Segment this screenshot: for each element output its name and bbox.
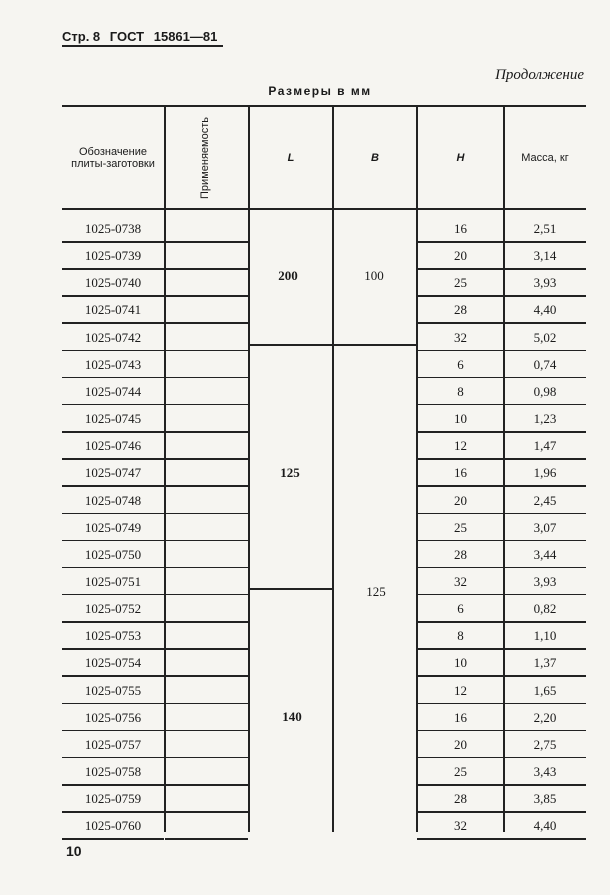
- header-B: B: [371, 152, 379, 164]
- table-row-code: 1025-0758: [84, 764, 142, 779]
- table-row-H: 28: [454, 546, 467, 562]
- row-rule: [504, 838, 586, 840]
- page-label: Стр. 8: [62, 29, 101, 44]
- table-row-H: 28: [454, 302, 467, 318]
- row-rule: [165, 621, 248, 623]
- table-row-code: 1025-0751: [84, 573, 142, 589]
- table-row-H: 16: [454, 221, 467, 236]
- table-row-mass: 1,10: [533, 628, 557, 644]
- header-designation: Обозначение плиты-заготовки: [71, 146, 155, 170]
- B-value-group2: 125: [366, 584, 386, 599]
- table-row-H: 28: [454, 791, 467, 807]
- table-row-H: 12: [454, 682, 467, 698]
- table-row-code: 1025-0742: [84, 329, 142, 345]
- table-row-mass: 0,82: [533, 601, 557, 617]
- table-row-mass: 2,51: [533, 221, 557, 236]
- page-number: 10: [66, 843, 82, 859]
- table-row-H: 32: [454, 818, 467, 834]
- row-rule: [165, 485, 248, 487]
- table-row-mass: 3,85: [533, 791, 557, 807]
- standard-number: 15861—81: [153, 29, 218, 44]
- table-row-mass: 2,20: [533, 709, 557, 725]
- table-row-H: 6: [457, 356, 464, 372]
- table-row-code: 1025-0760: [84, 818, 142, 834]
- B-value-group1: 100: [364, 268, 384, 283]
- L-group-separator: [249, 588, 333, 590]
- row-rule: [165, 675, 248, 677]
- col-divider-3: [332, 106, 334, 832]
- table-row-mass: 1,37: [533, 655, 557, 671]
- table-row-H: 12: [454, 438, 467, 454]
- table-row-H: 8: [457, 383, 464, 399]
- header-mass: Масса, кг: [521, 152, 569, 164]
- row-rule: [165, 350, 248, 352]
- table-row-code: 1025-0756: [84, 709, 142, 725]
- row-rule: [165, 567, 248, 569]
- table-row-mass: 3,43: [533, 764, 557, 779]
- table-row-H: 16: [454, 465, 467, 481]
- table-row-mass: 3,93: [533, 573, 557, 589]
- table-row-code: 1025-0740: [84, 275, 142, 291]
- row-rule: [165, 241, 248, 243]
- table-row-mass: 0,98: [533, 383, 557, 399]
- table-row-H: 20: [454, 248, 467, 264]
- L-B-group-separator: [249, 344, 416, 346]
- dimensions-caption: Размеры в мм: [268, 84, 372, 98]
- row-rule: [165, 431, 248, 433]
- table-row-code: 1025-0749: [84, 519, 142, 535]
- table-row-mass: 3,44: [533, 546, 557, 562]
- table-row-code: 1025-0747: [84, 465, 142, 481]
- row-rule: [165, 757, 248, 759]
- table-row-mass: 1,23: [533, 411, 557, 427]
- col-divider-1: [164, 106, 166, 832]
- table-row-code: 1025-0750: [84, 546, 142, 562]
- row-rule: [165, 594, 248, 596]
- table-row-code: 1025-0744: [84, 383, 142, 399]
- header-H: H: [456, 152, 465, 164]
- table-row-code: 1025-0738: [84, 221, 142, 236]
- table-row-code: 1025-0755: [84, 682, 142, 698]
- row-rule: [165, 295, 248, 297]
- row-rule: [165, 322, 248, 324]
- header-L: L: [287, 152, 295, 164]
- row-rule: [165, 838, 248, 840]
- row-rule: [165, 540, 248, 542]
- table-row-H: 6: [457, 601, 464, 617]
- L-value-group3: 140: [282, 709, 302, 724]
- table-row-code: 1025-0753: [84, 628, 142, 644]
- table-row-H: 10: [454, 411, 467, 427]
- table-row-H: 20: [454, 492, 467, 508]
- table-row-mass: 4,40: [533, 818, 557, 834]
- table-row-mass: 3,14: [533, 248, 557, 264]
- table-row-code: 1025-0757: [84, 736, 142, 752]
- table-row-H: 16: [454, 709, 467, 725]
- table-row-H: 10: [454, 655, 467, 671]
- standard-label: ГОСТ: [109, 29, 145, 44]
- page-header: [62, 29, 223, 47]
- table-row-code: 1025-0743: [84, 356, 142, 372]
- table-row-H: 32: [454, 573, 467, 589]
- table-row-mass: 2,45: [533, 492, 557, 508]
- row-rule: [165, 404, 248, 406]
- table-row-mass: 1,96: [533, 465, 557, 481]
- table-row-H: 25: [454, 764, 467, 779]
- table-row-mass: 1,65: [533, 682, 557, 698]
- table-row-H: 25: [454, 519, 467, 535]
- row-rule: [165, 811, 248, 813]
- table-row-mass: 4,40: [533, 302, 557, 318]
- row-rule: [165, 377, 248, 379]
- table-row-H: 32: [454, 329, 467, 345]
- table-row-code: 1025-0748: [84, 492, 142, 508]
- table-row-H: 8: [457, 628, 464, 644]
- table-row-mass: 3,07: [533, 519, 557, 535]
- row-rule: [165, 513, 248, 515]
- table-row-code: 1025-0752: [84, 601, 142, 617]
- table-row-mass: 2,75: [533, 736, 557, 752]
- table-row-mass: 1,47: [533, 438, 557, 454]
- table-row-mass: 3,93: [533, 275, 557, 291]
- L-value-group1: 200: [278, 268, 298, 283]
- table-row-code: 1025-0741: [84, 302, 142, 318]
- continuation-label: Продолжение: [495, 67, 584, 83]
- table-row-mass: 5,02: [533, 329, 557, 345]
- row-rule: [165, 268, 248, 270]
- row-rule: [62, 838, 164, 840]
- table-row-code: 1025-0754: [84, 655, 142, 671]
- row-rule: [165, 458, 248, 460]
- L-value-group2: 125: [280, 465, 300, 480]
- table-row-code: 1025-0745: [84, 411, 142, 427]
- row-rule: [417, 838, 504, 840]
- row-rule: [165, 730, 248, 732]
- header-applicability: Применяемость: [199, 117, 211, 199]
- row-rule: [165, 703, 248, 705]
- row-rule: [165, 784, 248, 786]
- table-row-code: 1025-0759: [84, 791, 142, 807]
- table-row-mass: 0,74: [533, 356, 557, 372]
- table-row-H: 20: [454, 736, 467, 752]
- row-rule: [165, 648, 248, 650]
- table-row-code: 1025-0746: [84, 438, 142, 454]
- table-row-code: 1025-0739: [84, 248, 142, 264]
- table-row-H: 25: [454, 275, 467, 291]
